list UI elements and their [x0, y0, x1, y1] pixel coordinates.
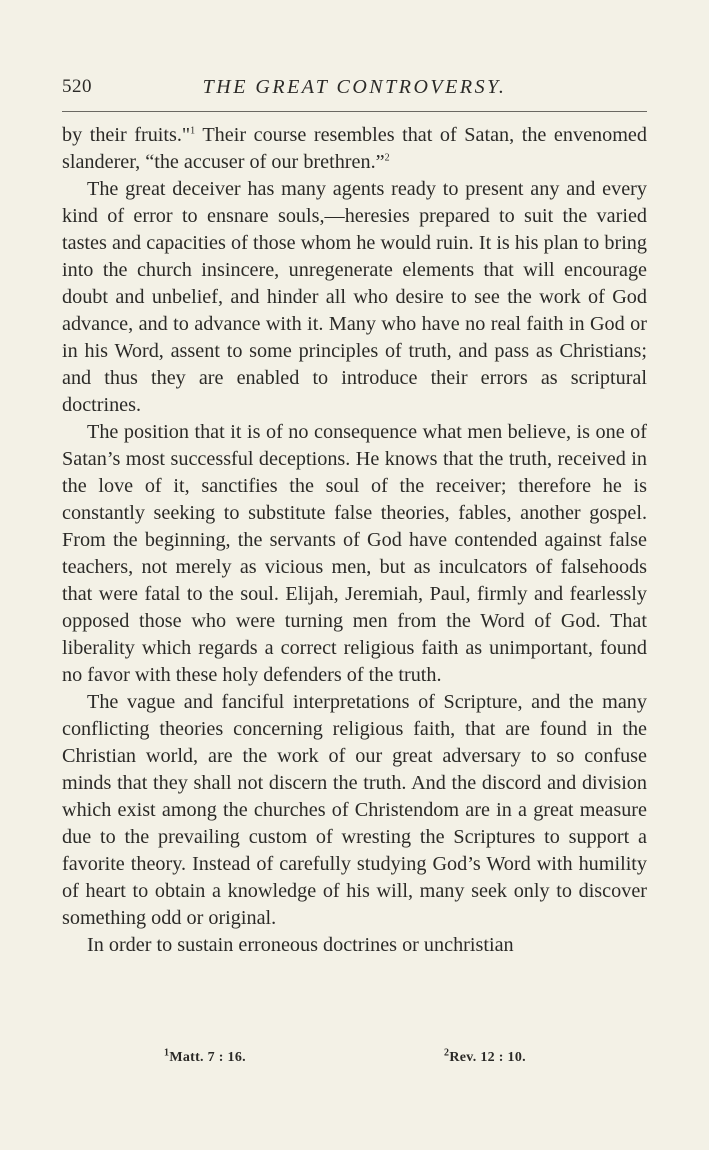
paragraph-4: The vague and fanciful interpretations of Scripture, and the many conflicting theories concerning religious faith, that are found in the Christian world, are the work of our great adversary to so confuse minds that they shall not discern the truth. And the discord and division which exist among the churches of Christendom are in a great measure due to the prevailing custom of wresting the Scriptures to support a favorite theory. Instead of carefully studying God’s Word with humility of heart to obtain a knowledge of his will, many seek only to discover something odd or original.: [62, 691, 647, 929]
footnote-mark: 1: [164, 1047, 170, 1059]
footnote-text: Rev. 12 : 10.: [449, 1050, 526, 1065]
footnote-mark: 2: [444, 1047, 450, 1059]
body-text: [62, 122, 647, 959]
footnote-1: [164, 1047, 246, 1066]
running-title: THE GREAT CONTROVERSY.: [202, 76, 507, 98]
paragraph-text: by their fruits.": [62, 124, 191, 146]
header-rule: [62, 111, 647, 112]
footnote-ref-2: 2: [384, 152, 390, 164]
paragraph-1: [62, 122, 647, 176]
paragraph-3: The position that it is of no consequence what men believe, is one of Satan’s most successful deceptions. He knows that the truth, received in the love of it, sanctifies the soul of the receiver; therefore he is constantly seeking to substitute false theories, fables, another gospel. From the beginning, the servants of God have contended against false teachers, not merely as vicious men, but as inculcators of falsehoods that were fatal to the soul. Elijah, Jeremiah, Paul, firmly and fearlessly opposed those who were turning men from the Word of God. That liberality which regards a correct religious faith as unimportant, found no favor with these holy defenders of the truth.: [62, 421, 647, 686]
paragraph-2: The great deceiver has many agents ready to present any and every kind of error to ensnare souls,—heresies prepared to suit the varied tastes and capacities of those whom he would ruin. It is his plan to bring into the church insincere, unregenerate elements that will encourage doubt and unbelief, and hinder all who desire to see the work of God advance, and to advance with it. Many who have no real faith in God or in his Word, assent to some principles of truth, and pass as Christians; and thus they are enabled to introduce their errors as scriptural doctrines.: [62, 178, 647, 416]
footnote-2: [444, 1047, 526, 1066]
page-header: [62, 76, 647, 104]
paragraph-5: In order to sustain erroneous doctrines or unchristian: [87, 934, 514, 956]
page-number: 520: [62, 76, 92, 97]
footnote-ref-1: 1: [190, 125, 196, 137]
paragraph-text: Their course resembles that of Satan, the envenomed slanderer, “the accuser of our brethren.”: [62, 124, 647, 173]
footnote-text: Matt. 7 : 16.: [169, 1050, 246, 1065]
